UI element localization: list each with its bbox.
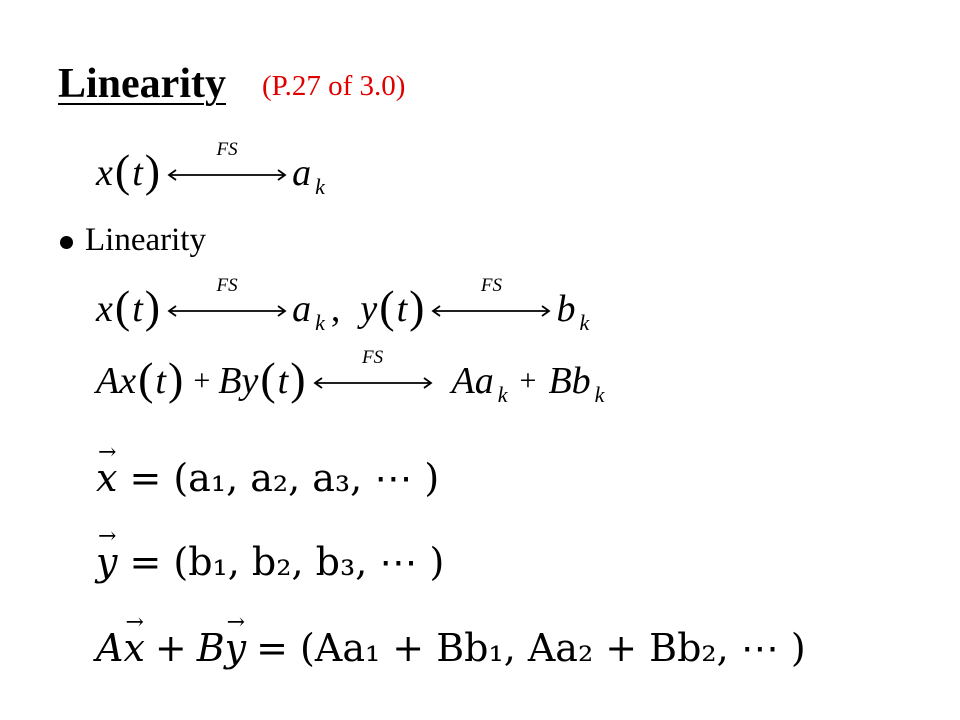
vector-linear-combination: A → x + B → y = (Aa₁ + Bb₁, Aa₂ + Bb₂, ⋯ ) [96,626,806,670]
slide-reference: (P.27 of 3.0) [262,70,406,102]
fs-double-arrow-icon: FS [166,153,288,193]
fs-double-arrow-icon: FS [312,361,434,401]
fs-double-arrow-icon: FS [166,289,288,329]
fs-pair-xy: x ( t ) FS a k , y ( t ) FS b k [96,275,590,335]
symbol-x: x [96,152,113,194]
vector-y-definition: → y = (b₁, b₂, b₃, ⋯ ) [96,540,444,584]
fs-double-arrow-icon: FS [430,289,552,329]
vector-x-definition: → x = (a₁, a₂, a₃, ⋯ ) [96,456,439,500]
bullet-linearity: Linearity [60,222,206,259]
fs-pair-definition: x ( t ) FS a k [96,139,325,199]
fs-linear-combination: A x ( t ) + B y ( t ) FS A a k + B b k [96,347,605,407]
slide-title: Linearity [58,61,226,107]
bullet-icon [60,236,73,249]
